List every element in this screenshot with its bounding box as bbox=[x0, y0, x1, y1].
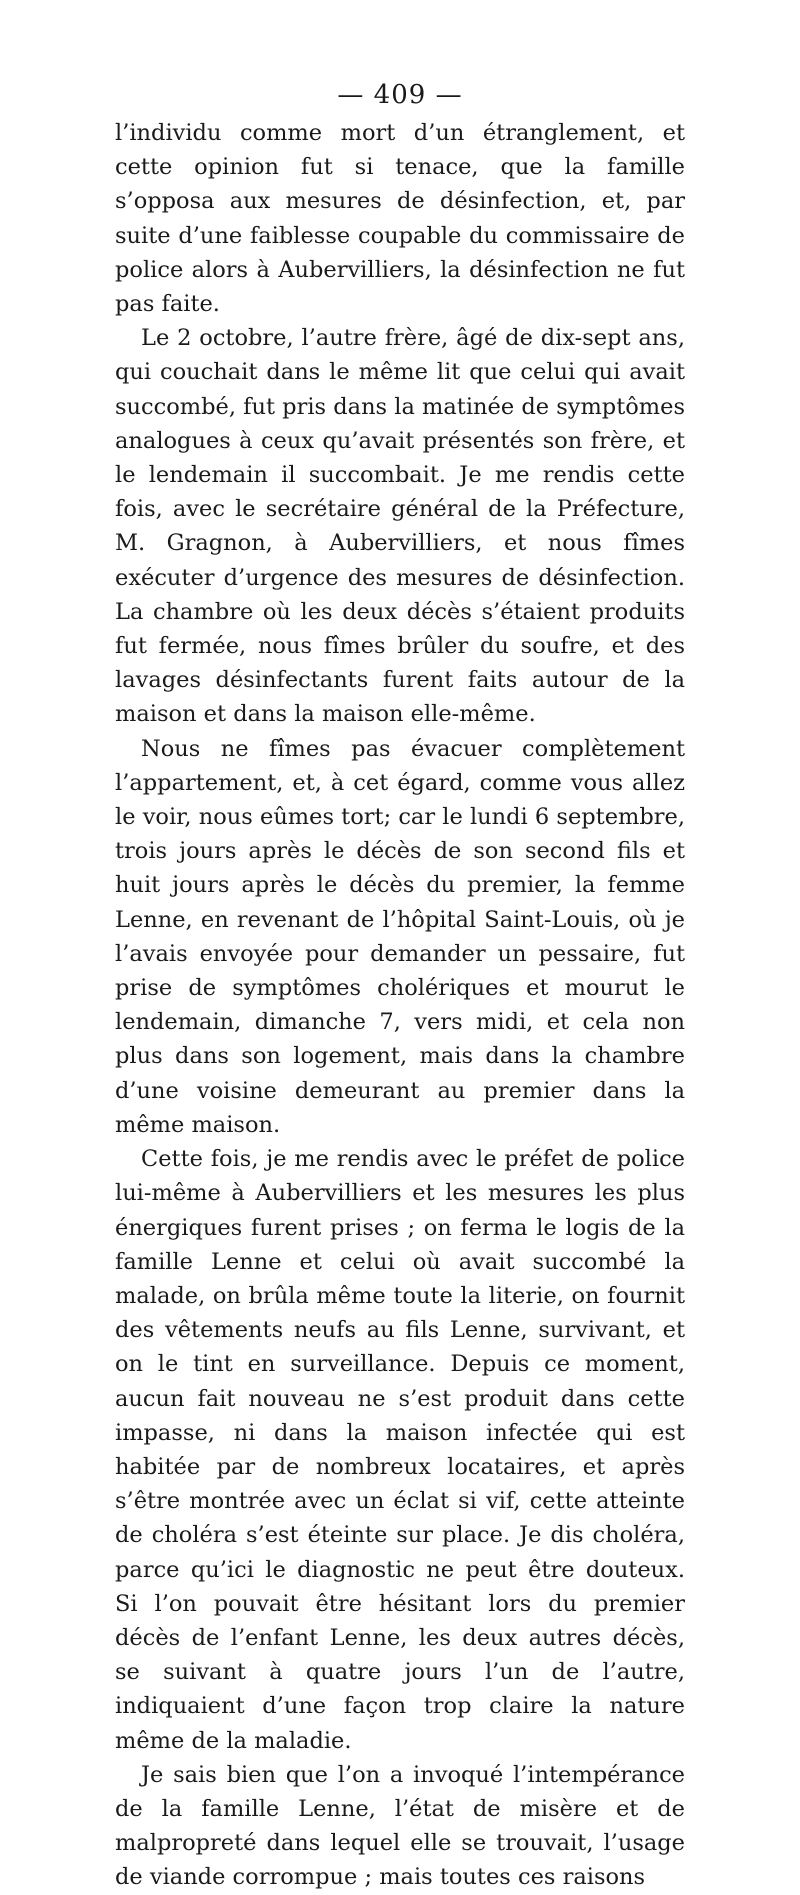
paragraph-4: Cette fois, je me rendis avec le préfet de police lui-même à Aubervilliers et les mesures les plus énergiques furent prises ; on ferma le logis de la famille Lenne et celui où avait succombé la malade, on brûla même toute la literie, on fournit des vêtements neufs au fils Lenne, survivant, et on le tint en surveillance. Depuis ce moment, aucun fait nouveau ne s’est produit dans cette impasse, ni dans la maison infectée qui est habitée par de nombreux locataires, et après s’être montrée avec un éclat si vif, cette atteinte de choléra s’est éteinte sur place. Je dis choléra, parce qu’ici le diagnostic ne peut être douteux. Si l’on pouvait être hésitant lors du premier décès de l’enfant Lenne, les deux autres décès, se suivant à quatre jours l’un de l’autre, indiquaient d’une façon trop claire la nature même de la maladie. bbox=[115, 1146, 685, 1754]
paragraph-3: Nous ne fîmes pas évacuer complètement l’appartement, et, à cet égard, comme vous allez le voir, nous eûmes tort; car le lundi 6 septembre, trois jours après le décès de son second fils et huit jours après le décès du premier, la femme Lenne, en revenant de l’hôpital Saint-Louis, où je l’avais envoyée pour demander un pessaire, fut prise de symptômes cholériques et mourut le lendemain, dimanche 7, vers midi, et cela non plus dans son logement, mais dans la chambre d’une voisine demeurant au premier dans la même maison. bbox=[115, 735, 685, 1138]
paragraph-5: Je sais bien que l’on a invoqué l’intempérance de la famille Lenne, l’état de misère et de malpropreté dans lequel elle se trouvait, l’usage de viande corrompue ; mais toutes ces raisons bbox=[115, 1761, 685, 1891]
body-text bbox=[115, 116, 685, 1895]
paragraph-1: l’individu comme mort d’un étranglement, et cette opinion fut si tenace, que la famille s’opposa aux mesures de désinfection, et, par suite d’une faiblesse coupable du commissaire de police alors à Aubervilliers, la désinfection ne fut pas faite. bbox=[115, 120, 685, 318]
page-number: — 409 — bbox=[337, 80, 463, 110]
book-page bbox=[115, 80, 685, 1895]
paragraph-2: Le 2 octobre, l’autre frère, âgé de dix-sept ans, qui couchait dans le même lit que celui qui avait succombé, fut pris dans la matinée de symptômes analogues à ceux qu’avait présentés son frère, et le lendemain il succombait. Je me rendis cette fois, avec le secrétaire général de la Préfecture, M. Gragnon, à Aubervilliers, et nous fîmes exécuter d’urgence des mesures de désinfection. La chambre où les deux décès s’étaient produits fut fermée, nous fîmes brûler du soufre, et des lavages désinfectants furent faits autour de la maison et dans la maison elle-même. bbox=[115, 325, 685, 728]
